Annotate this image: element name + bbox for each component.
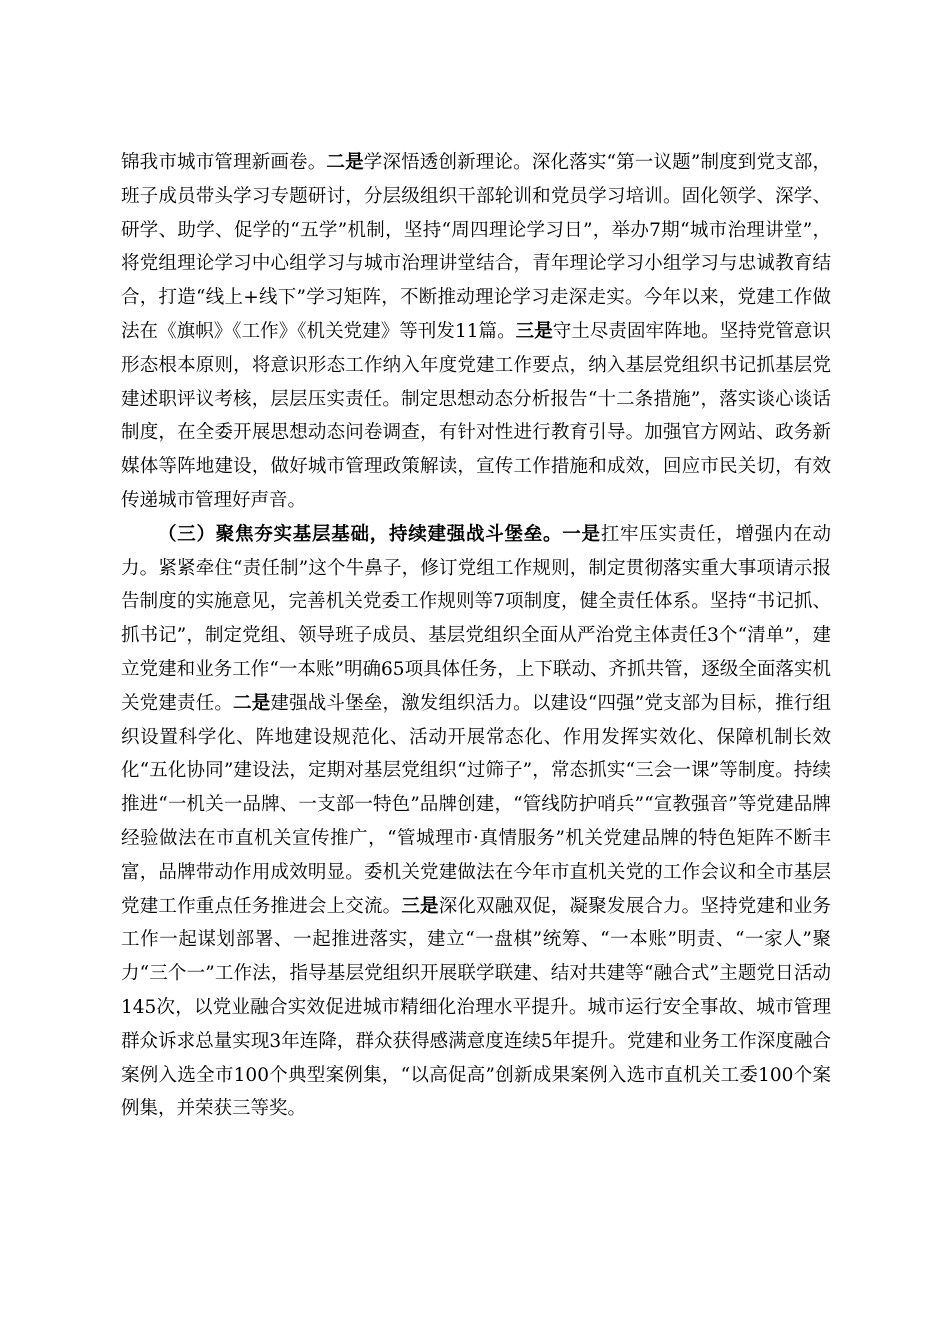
paragraph-text: 学深悟透创新理论。深化落实“第一议题”制度到党支部，班子成员带头学习专题研讨，分层级组织干部轮训和党员学习培训。固化领学、深学、研学、助学、促学的“五学”机制，坚持“周四理论学习日”，举办7期“城市治理讲堂”，将党组理论学习中心组学习与城市治理讲堂结合，青年理论学习小组学习与忠诚教育结合，打造“线上+线下”学习矩阵，不断推动理论学习走深走实。今年以来，党建工作做法在《旗帜》《工作》《机关党建》等刊发11篇。 <box>121 152 831 342</box>
item-marker-three: 三是 <box>515 320 553 342</box>
paragraph-section-three <box>121 518 831 1126</box>
paragraph-text: 锦我市城市管理新画卷。 <box>121 152 327 173</box>
section-heading: （三）聚焦夯实基层基础，持续建强战斗堡垒。 <box>158 523 563 545</box>
paragraph-text: 守土尽责固牢阵地。坚持党管意识形态根本原则，将意识形态工作纳入年度党建工作要点，纳入基层党组织书记抓基层党建述职评议考核，层层压实责任。制定思想动态分析报告“十二条措施”，落实谈心谈话制度，在全委开展思想动态问卷调查，有针对性进行教育引导。加强官方网站、政务新媒体等阵地建设，做好城市管理政策解读，宣传工作措施和成效，回应市民关切，有效传递城市管理好声音。 <box>121 320 831 511</box>
item-marker-two: 二是 <box>233 692 271 714</box>
paragraph-text: 扛牢压实责任，增强内在动力。紧紧牵住“责任制”这个牛鼻子，修订党组工作规则，制定贯彻落实重大事项请示报告制度的实施意见，完善机关党委工作规则等7项制度，健全责任体系。坚持“书记抓、抓书记”，制定党组、领导班子成员、基层党组织全面从严治党主体责任3个“清单”，建立党建和业务工作“一本账”明确65项具体任务，上下联动、齐抓共管，逐级全面落实机关党建责任。 <box>121 523 831 714</box>
item-marker-three: 三是 <box>401 895 439 917</box>
paragraph-text: 深化双融双促，凝聚发展合力。坚持党建和业务工作一起谋划部署、一起推进落实，建立“一盘棋”统筹、“一本账”明责、“一家人”聚力“三个一”工作法，指导基层党组织开展联学联建、结对共建等“融合式”主题党日活动145次，以党业融合实效促进城市精细化治理水平提升。城市运行安全事故、城市管理群众诉求总量实现3年连降，群众获得感满意度连续5年提升。党建和业务工作深度融合案例入选全市100个典型案例集，“以高促高”创新成果案例入选市直机关工委100个案例集，并荣获三等奖。 <box>121 895 831 1120</box>
document-page <box>121 146 831 1126</box>
paragraph-text: 建强战斗堡垒，激发组织活力。以建设“四强”党支部为目标，推行组织设置科学化、阵地建设规范化、活动开展常态化、作用发挥实效化、保障机制长效化“五化协同”建设法，定期对基层党组织“过筛子”，常态抓实“三会一课”等制度。持续推进“一机关一品牌、一支部一特色”品牌创建，“管线防护哨兵”“宣教强音”等党建品牌经验做法在市直机关宣传推广，“管城理市·真情服务”机关党建品牌的特色矩阵不断丰富，品牌带动作用成效明显。委机关党建做法在今年市直机关党的工作会议和全市基层党建工作重点任务推进会上交流。 <box>121 692 831 917</box>
paragraph-continuation <box>121 146 831 518</box>
item-marker-two: 二是 <box>326 152 364 173</box>
item-marker-one: 一是 <box>562 523 601 545</box>
